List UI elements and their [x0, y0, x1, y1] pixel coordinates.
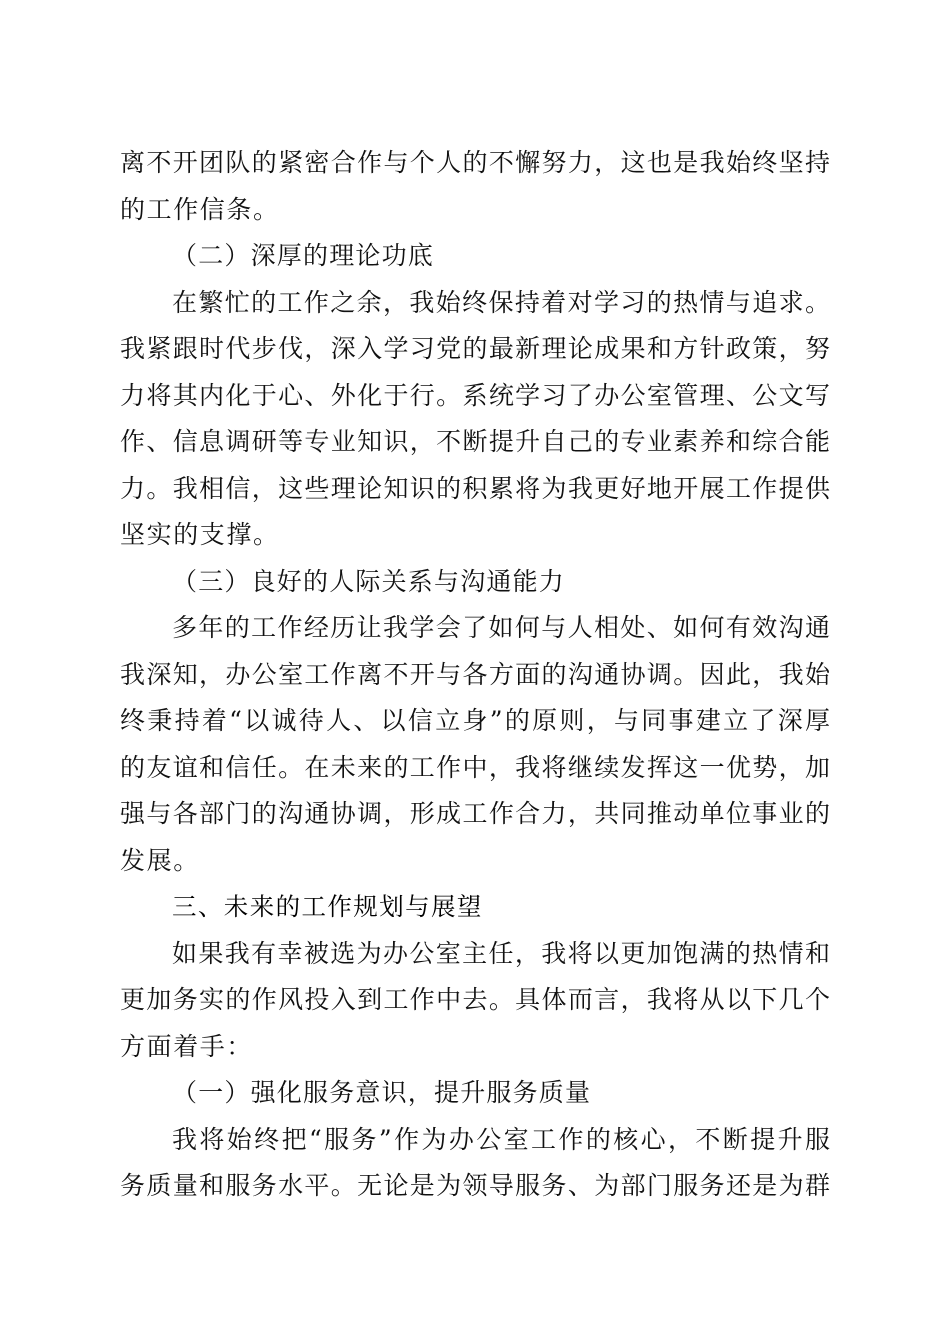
paragraph-line: 多年的工作经历让我学会了如何与人相处、如何有效沟通: [172, 613, 830, 642]
document-body: [120, 140, 830, 1210]
paragraph-line: 我深知，办公室工作离不开与各方面的沟通协调。因此，我始: [120, 659, 830, 689]
paragraph-line: 离不开团队的紧密合作与个人的不懈努力，这也是我始终坚持: [120, 148, 830, 177]
sub-heading-communication: （三）良好的人际关系与沟通能力: [172, 566, 566, 596]
paragraph-line: 我紧跟时代步伐，深入学习党的最新理论成果和方针政策，努: [120, 334, 830, 363]
paragraph-line: 我将始终把“服务”作为办公室工作的核心，不断提升服: [172, 1124, 830, 1154]
paragraph-line: 更加务实的作风投入到工作中去。具体而言，我将从以下几个: [120, 985, 830, 1014]
paragraph-line: 的工作信条。: [120, 194, 280, 224]
section-heading-future-plan: 三、未来的工作规划与展望: [172, 892, 483, 921]
sub-heading-theory-foundation: （二）深厚的理论功底: [172, 241, 435, 270]
paragraph-line: 如果我有幸被选为办公室主任，我将以更加饱满的热情和: [172, 938, 830, 968]
paragraph-line: 力。我相信，这些理论知识的积累将为我更好地开展工作提供: [120, 473, 830, 503]
paragraph-line: 发展。: [120, 845, 200, 875]
sub-heading-service-awareness: （一）强化服务意识，提升服务质量: [172, 1078, 592, 1107]
paragraph-line: 在繁忙的工作之余，我始终保持着对学习的热情与追求。: [172, 287, 830, 317]
paragraph-line: 方面着手：: [120, 1031, 254, 1061]
paragraph-line: 终秉持着“以诚待人、以信立身”的原则，与同事建立了深厚: [120, 706, 830, 735]
paragraph-line: 力将其内化于心、外化于行。系统学习了办公室管理、公文写: [120, 380, 830, 410]
paragraph-line: 的友谊和信任。在未来的工作中，我将继续发挥这一优势，加: [120, 752, 830, 782]
paragraph-line: 强与各部门的沟通协调，形成工作合力，共同推动单位事业的: [120, 799, 830, 828]
paragraph-line: 坚实的支撑。: [120, 520, 280, 549]
paragraph-line: 作、信息调研等专业知识，不断提升自己的专业素养和综合能: [120, 427, 830, 456]
paragraph-line: 务质量和服务水平。无论是为领导服务、为部门服务还是为群: [120, 1171, 830, 1200]
